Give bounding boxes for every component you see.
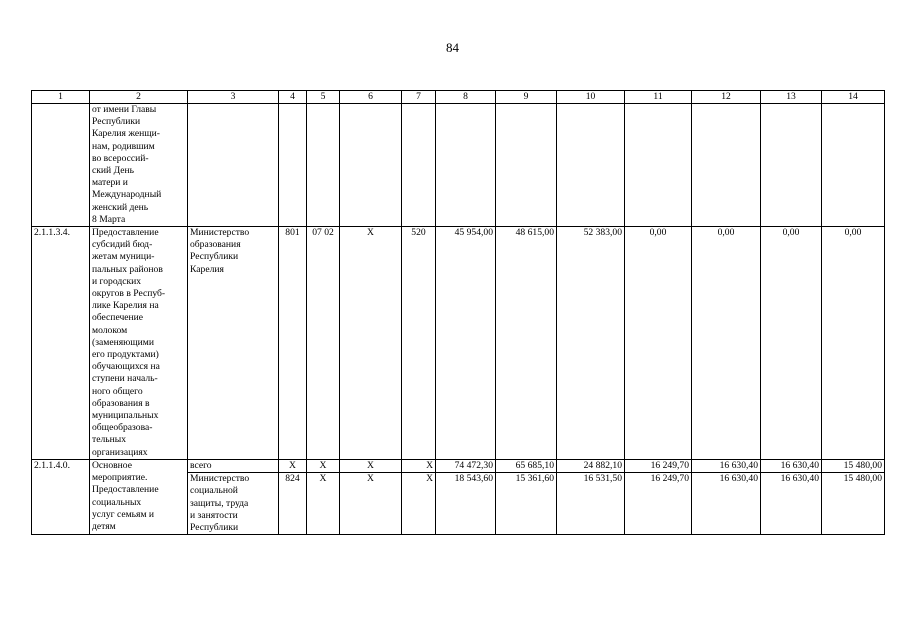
cell-c4: 824 [279,473,307,535]
cell-c11 [625,104,692,227]
header-cell: 4 [279,91,307,104]
cell-c7: 520 [402,227,436,460]
cell-c6 [340,104,402,227]
header-cell: 8 [436,91,496,104]
cell-c5: X [307,473,340,535]
cell-c13: 0,00 [761,227,822,460]
cell-c8: 18 543,60 [436,473,496,535]
row-executor: Министерство образования Республики Карелия [188,227,279,460]
cell-c6: X [340,459,402,472]
cell-c14 [822,104,885,227]
cell-c7: X [402,473,436,535]
row-name: от имени Главы Республики Карелия женщи- нам, родившим во всероссий- ский День матери и Международный женский день 8 Марта [90,104,188,227]
cell-c13: 16 630,40 [761,473,822,535]
cell-c9 [496,104,557,227]
table-row [32,459,885,472]
cell-c10: 52 383,00 [557,227,625,460]
header-cell: 5 [307,91,340,104]
cell-c5: 07 02 [307,227,340,460]
row-name: Предоставление субсидий бюд- жетам муници- пальных районов и городских округов в Респуб- лике Карелия на обеспечение молоком (заменяющими его продуктами) обучающихся на ступени началь- ного общего образования в муниципальных общеобразова- тельных организациях [90,227,188,460]
cell-c4: X [279,459,307,472]
header-cell: 3 [188,91,279,104]
cell-c4: 801 [279,227,307,460]
cell-c12 [692,104,761,227]
cell-c6: X [340,227,402,460]
cell-c9: 48 615,00 [496,227,557,460]
header-cell: 14 [822,91,885,104]
row-name: Основное мероприятие. Предоставление социальных услуг семьям и детям [90,459,188,534]
cell-c9: 65 685,10 [496,459,557,472]
cell-c10: 24 882,10 [557,459,625,472]
header-cell: 1 [32,91,90,104]
cell-c8: 74 472,30 [436,459,496,472]
cell-c8: 45 954,00 [436,227,496,460]
cell-c5 [307,104,340,227]
header-cell: 7 [402,91,436,104]
header-cell: 11 [625,91,692,104]
cell-c13: 16 630,40 [761,459,822,472]
row-executor: Министерство социальной защиты, труда и занятости Республики [188,473,279,535]
cell-c11: 16 249,70 [625,473,692,535]
cell-c13 [761,104,822,227]
cell-c8 [436,104,496,227]
cell-c4 [279,104,307,227]
header-cell: 12 [692,91,761,104]
cell-c5: X [307,459,340,472]
row-code: 2.1.1.3.4. [32,227,90,460]
cell-c7 [402,104,436,227]
cell-c6: X [340,473,402,535]
row-code [32,104,90,227]
page-number: 84 [446,40,459,55]
budget-table [31,90,885,535]
cell-c12: 0,00 [692,227,761,460]
table-row [32,104,885,227]
cell-c10: 16 531,50 [557,473,625,535]
header-cell: 13 [761,91,822,104]
header-cell: 9 [496,91,557,104]
cell-c11: 0,00 [625,227,692,460]
header-cell: 6 [340,91,402,104]
cell-c7: X [402,459,436,472]
cell-c14: 0,00 [822,227,885,460]
header-cell: 10 [557,91,625,104]
cell-c14: 15 480,00 [822,473,885,535]
header-cell: 2 [90,91,188,104]
cell-c11: 16 249,70 [625,459,692,472]
cell-c14: 15 480,00 [822,459,885,472]
row-executor: всего [188,459,279,472]
cell-c9: 15 361,60 [496,473,557,535]
cell-c10 [557,104,625,227]
cell-c12: 16 630,40 [692,473,761,535]
table-row [32,227,885,460]
row-executor [188,104,279,227]
header-row [32,91,885,104]
cell-c12: 16 630,40 [692,459,761,472]
row-code: 2.1.1.4.0. [32,459,90,534]
